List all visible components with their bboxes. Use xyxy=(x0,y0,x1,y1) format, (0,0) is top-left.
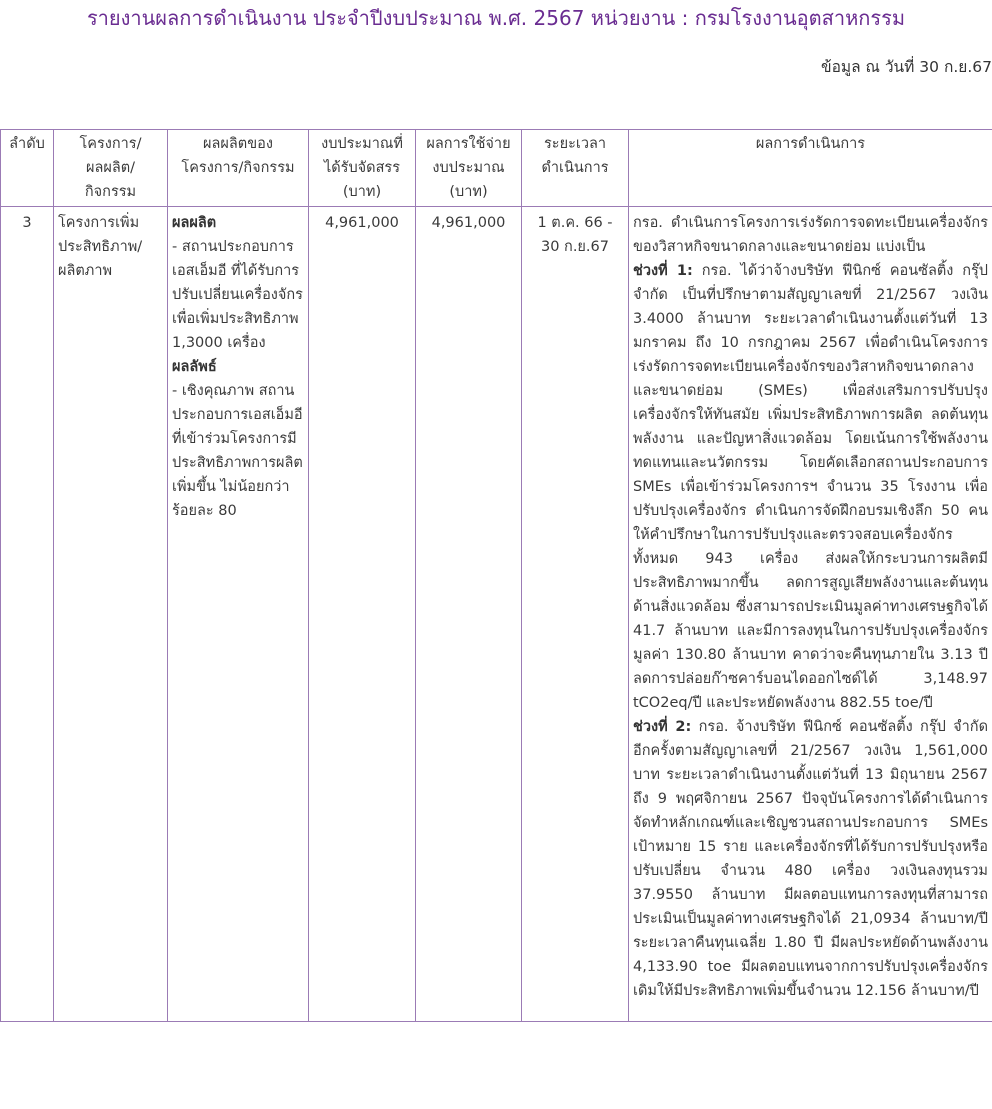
header-result xyxy=(629,130,992,207)
result-phase2 xyxy=(633,715,988,1003)
phase2-text: กรอ. จ้างบริษัท ฟีนิกซ์ คอนซัลติ้ง กรุ๊ป จำกัด อีกครั้งตามสัญญาเลขที่ 21/2567 วงเงิน 1,561,000 บาท ระยะเวลาดำเนินงานตั้งแต่วันที่ 13 มิถุนายน 2567 ถึง 9 พฤศจิกายน 2567 ปัจจุบันโครงการได้ดำเนินการจัดทำหลักเกณฑ์และเชิญชวนสถานประกอบการ SMEs เป้าหมาย 15 ราย และเครื่องจักรที่ได้รับการปรับปรุงหรือปรับเปลี่ยน จำนวน 480 เครื่อง วงเงินลงทุนรวม 37.9550 ล้านบาท มีผลตอบแทนการลงทุนที่สามารถประเมินเป็นมูลค่าทางเศรษฐกิจได้ 21,0934 ล้านบาท/ปี ระยะเวลาคืนทุนเฉลี่ย 1.80 ปี มีผลประหยัดด้านพลังงาน 4,133.90 toe มีผลตอบแทนจากการปรับปรุงเครื่องจักรเดิมให้มีประสิทธิภาพเพิ่มขึ้นจำนวน 12.156 ล้านบาท/ปี xyxy=(633,719,988,999)
header-project xyxy=(54,130,168,207)
result-phase1 xyxy=(633,259,988,715)
report-table xyxy=(0,129,992,1022)
header-seq xyxy=(1,130,54,207)
header-output-line2: โครงการ/กิจกรรม xyxy=(181,160,295,176)
outcome-text: - เชิงคุณภาพ สถานประกอบการเอสเอ็มอี ที่เข้าร่วมโครงการมีประสิทธิภาพการผลิตเพิ่มขึ้น ไม่น้อยกว่า ร้อยละ 80 xyxy=(172,383,303,519)
outcome-heading: ผลลัพธ์ xyxy=(172,359,217,375)
header-seq-label: ลำดับ xyxy=(9,136,45,152)
header-spent-line2: งบประมาณ xyxy=(432,160,505,176)
data-as-of-date: ข้อมูล ณ วันที่ 30 ก.ย.67 xyxy=(821,58,992,76)
phase1-label: ช่วงที่ 1: xyxy=(633,263,693,279)
header-budget-line1: งบประมาณที่ xyxy=(321,136,403,152)
header-result-label: ผลการดำเนินการ xyxy=(755,136,866,152)
header-output xyxy=(168,130,309,207)
header-project-line1: โครงการ/ xyxy=(79,136,142,152)
page-title: รายงานผลการดำเนินงาน ประจำปีงบประมาณ พ.ศ. 2567 หน่วยงาน : กรมโรงงานอุตสาหกรรม xyxy=(86,6,906,30)
result-intro: กรอ. ดำเนินการโครงการเร่งรัดการจดทะเบียนเครื่องจักรของวิสาหกิจขนาดกลางและขนาดย่อม แบ่งเป็น xyxy=(633,215,988,255)
phase1-text: กรอ. ได้ว่าจ้างบริษัท ฟีนิกซ์ คอนซัลติ้ง กรุ๊ป จำกัด เป็นที่ปรึกษาตามสัญญาเลขที่ 21/2567 วงเงิน 3.4000 ล้านบาท ระยะเวลาดำเนินงานตั้งแต่วันที่ 13 มกราคม ถึง 10 กรกฎาคม 2567 เพื่อดำเนินโครงการเร่งรัดการจดทะเบียนเครื่องจักรของวิสาหกิจขนาดกลางและขนาดย่อม (SMEs) เพื่อส่งเสริมการปรับปรุงเครื่องจักรให้ทันสมัย เพิ่มประสิทธิภาพการผลิต ลดต้นทุนพลังงาน และปัญหาสิ่งแวดล้อม โดยเน้นการใช้พลังงานทดแทนและนวัตกรรม โดยคัดเลือกสถานประกอบการ SMEs เพื่อเข้าร่วมโครงการฯ จำนวน 35 โรงงาน เพื่อปรับปรุงเครื่องจักร ดำเนินการจัดฝึกอบรมเชิงลึก 50 คน ให้คำปรึกษาในการปรับปรุงและตรวจสอบเครื่องจักรทั้งหมด 943 เครื่อง ส่งผลให้กระบวนการผลิตมีประสิทธิภาพมากขึ้น ลดการสูญเสียพลังงานและต้นทุนด้านสิ่งแวดล้อม ซึ่งสามารถประเมินมูลค่าทางเศรษฐกิจได้ 41.7 ล้านบาท และมีการลงทุนในการปรับปรุงเครื่องจักรมูลค่า 130.80 ล้านบาท คาดว่าจะคืนทุนภายใน 3.13 ปี ลดการปล่อยก๊าซคาร์บอนไดออกไซด์ได้ 3,148.97 tCO2eq/ปี และประหยัดพลังงาน 882.55 toe/ปี xyxy=(633,263,989,711)
header-budget-line2: ได้รับจัดสรร xyxy=(323,160,401,176)
cell-spent: 4,961,000 xyxy=(416,207,522,1022)
header-output-line1: ผลผลิตของ xyxy=(203,136,273,152)
cell-project: โครงการเพิ่มประสิทธิภาพ/ผลิตภาพ xyxy=(54,207,168,1022)
header-budget-line3: (บาท) xyxy=(342,184,382,200)
header-spent-line3: (บาท) xyxy=(449,184,488,200)
output-heading: ผลผลิต xyxy=(172,215,217,231)
cell-seq: 3 xyxy=(1,207,54,1022)
header-period-line2: ดำเนินการ xyxy=(541,160,609,176)
table-row xyxy=(1,207,992,1022)
header-spent-line1: ผลการใช้จ่าย xyxy=(426,136,511,152)
table-header-row xyxy=(1,130,992,207)
output-text: - สถานประกอบการเอสเอ็มอี ที่ได้รับการปรับเปลี่ยนเครื่องจักรเพื่อเพิ่มประสิทธิภาพ 1,3000 เครื่อง xyxy=(172,239,303,351)
header-spent xyxy=(416,130,522,207)
cell-budget: 4,961,000 xyxy=(309,207,416,1022)
cell-period: 1 ต.ค. 66 - 30 ก.ย.67 xyxy=(522,207,629,1022)
header-project-line3: กิจกรรม xyxy=(84,184,137,200)
header-project-line2: ผลผลิต/ xyxy=(85,160,136,176)
header-budget xyxy=(309,130,416,207)
cell-output xyxy=(168,207,309,1022)
cell-result xyxy=(629,207,992,1022)
header-period-line1: ระยะเวลา xyxy=(544,136,606,152)
phase2-label: ช่วงที่ 2: xyxy=(633,719,692,735)
header-period xyxy=(522,130,629,207)
